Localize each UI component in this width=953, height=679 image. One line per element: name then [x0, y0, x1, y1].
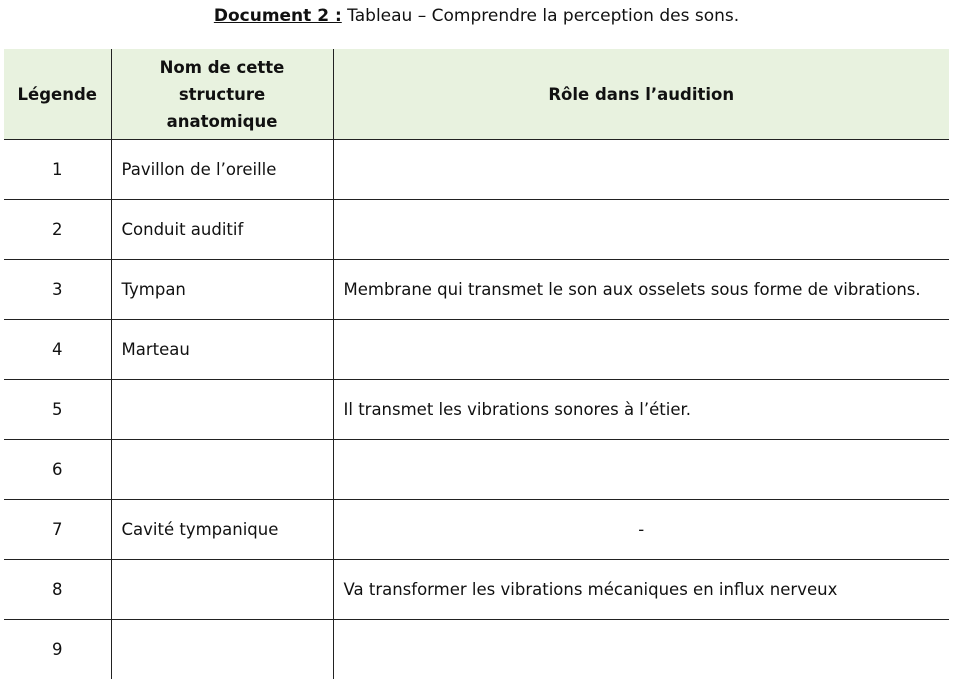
- anatomy-table: [4, 49, 949, 679]
- role-cell: Il transmet les vibrations sonores à l’étier.: [333, 380, 949, 440]
- document-title-text: Tableau – Comprendre la perception des sons.: [347, 6, 739, 26]
- header-legende: Légende: [4, 49, 111, 140]
- role-cell[interactable]: [333, 620, 949, 679]
- legend-cell: 8: [4, 560, 111, 620]
- role-cell[interactable]: [333, 440, 949, 500]
- name-cell: Conduit auditif: [111, 200, 333, 260]
- legend-cell: 5: [4, 380, 111, 440]
- legend-cell: 4: [4, 320, 111, 380]
- table-row: [4, 380, 949, 440]
- table-row: [4, 500, 949, 560]
- name-cell[interactable]: [111, 620, 333, 679]
- header-role: Rôle dans l’audition: [333, 49, 949, 140]
- name-cell[interactable]: [111, 560, 333, 620]
- name-cell[interactable]: [111, 380, 333, 440]
- role-cell[interactable]: [333, 320, 949, 380]
- legend-cell: 6: [4, 440, 111, 500]
- legend-cell: 1: [4, 140, 111, 200]
- name-cell: Pavillon de l’oreille: [111, 140, 333, 200]
- table-row: [4, 140, 949, 200]
- role-cell: Membrane qui transmet le son aux osselets sous forme de vibrations.: [333, 260, 949, 320]
- table-row: [4, 620, 949, 679]
- role-cell: Va transformer les vibrations mécaniques en influx nerveux: [333, 560, 949, 620]
- role-cell[interactable]: [333, 140, 949, 200]
- legend-cell: 7: [4, 500, 111, 560]
- role-cell: -: [333, 500, 949, 560]
- table-header-row: [4, 49, 949, 140]
- document-title: [0, 5, 953, 27]
- name-cell: Cavité tympanique: [111, 500, 333, 560]
- header-nom-structure: Nom de cette structure anatomique: [111, 49, 333, 140]
- table-row: [4, 260, 949, 320]
- name-cell: Marteau: [111, 320, 333, 380]
- table-row: [4, 560, 949, 620]
- table-row: [4, 200, 949, 260]
- table-row: [4, 440, 949, 500]
- legend-cell: 3: [4, 260, 111, 320]
- role-cell[interactable]: [333, 200, 949, 260]
- name-cell[interactable]: [111, 440, 333, 500]
- name-cell: Tympan: [111, 260, 333, 320]
- legend-cell: 9: [4, 620, 111, 679]
- document-label: Document 2 :: [214, 6, 342, 26]
- table-row: [4, 320, 949, 380]
- legend-cell: 2: [4, 200, 111, 260]
